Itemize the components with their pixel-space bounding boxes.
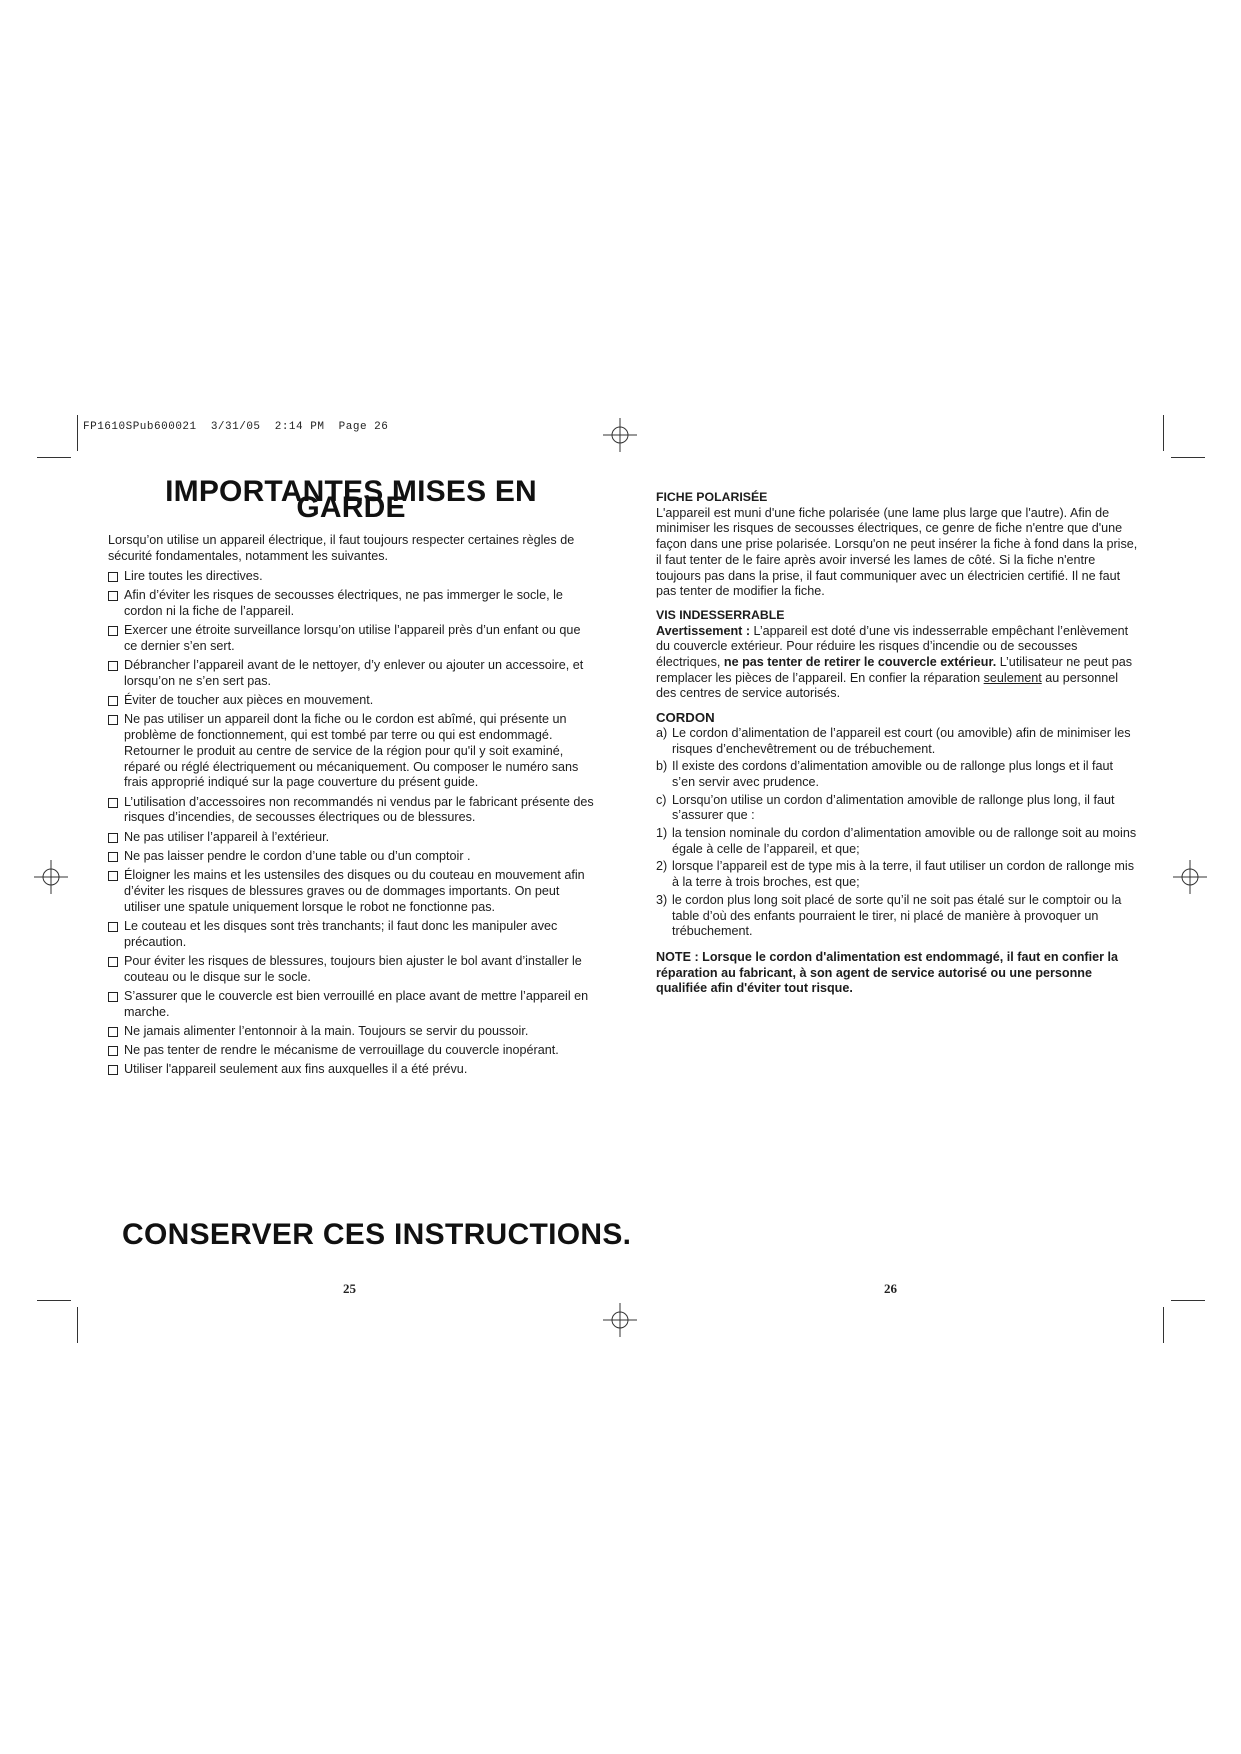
warning-label: Avertissement : bbox=[656, 623, 751, 638]
list-item: Éviter de toucher aux pièces en mouvement. bbox=[108, 693, 594, 709]
left-page bbox=[108, 475, 594, 1082]
printer-slug: FP1610SPub600021 3/31/05 2:14 PM Page 26 bbox=[83, 421, 389, 433]
list-item: 2) lorsque l’appareil est de type mis à la terre, il faut utiliser un cordon de rallonge mis à la terre à trois broches, est que; bbox=[656, 859, 1135, 890]
crop-mark bbox=[1163, 1307, 1164, 1343]
list-item: Ne pas laisser pendre le cordon d’une table ou d’un comptoir . bbox=[108, 849, 594, 865]
right-page bbox=[656, 490, 1138, 997]
checkbox-icon bbox=[108, 833, 118, 843]
section-heading-cordon: CORDON bbox=[656, 710, 715, 726]
section-heading-fiche: FICHE POLARISÉE bbox=[656, 490, 768, 504]
list-item: Ne pas tenter de rendre le mécanisme de verrouillage du couvercle inopérant. bbox=[108, 1043, 594, 1059]
checkbox-icon bbox=[108, 1027, 118, 1037]
registration-mark-icon bbox=[603, 418, 637, 452]
safety-list bbox=[108, 569, 594, 1078]
checkbox-icon bbox=[108, 591, 118, 601]
list-item: Afin d’éviter les risques de secousses électriques, ne pas immerger le socle, le cordon ni la fiche de l’appareil. bbox=[108, 588, 594, 619]
closing-heading: CONSERVER CES INSTRUCTIONS. bbox=[122, 1218, 632, 1251]
list-item: Exercer une étroite surveillance lorsqu’on utilise l’appareil près d’un enfant ou que ce dernier s’en sert. bbox=[108, 623, 594, 654]
list-item: Ne pas utiliser un appareil dont la fiche ou le cordon est abîmé, qui présente un problème de fonctionnement, qui est tombé par terre ou qui est endommagé. Retourner le produit au centre de service de la région pour qu'il y soit examiné, réparé ou réglé électriquement ou mécaniquement. Ou composer le numéro sans frais approprié indiqué sur la page couverture du présent guide. bbox=[108, 712, 594, 791]
checkbox-icon bbox=[108, 626, 118, 636]
checkbox-icon bbox=[108, 715, 118, 725]
list-item: L’utilisation d’accessoires non recommandés ni vendus par le fabricant présente des risques d’incendies, de secousses électriques ou de blessures. bbox=[108, 795, 594, 826]
fiche-paragraph: L'appareil est muni d'une fiche polarisée (une lame plus large que l'autre). Afin de minimiser les risques de secousses électriques, ce genre de fiche n'entre que d'une façon dans une prise polarisée. Lorsqu'on ne peut insérer la fiche à fond dans la prise, il faut tenter de le faire après avoir inversé les lames de côté. Si la fiche n'entre toujours pas dans la prise, il faut communiquer avec un électricien certifié. Il ne faut pas tenter de modifier la fiche. bbox=[656, 505, 1138, 599]
crop-mark bbox=[1171, 457, 1205, 458]
list-item: Débrancher l’appareil avant de le nettoyer, d’y enlever ou ajouter un accessoire, et lorsqu’on ne s’en sert pas. bbox=[108, 658, 594, 689]
intro-paragraph: Lorsqu’on utilise un appareil électrique, il faut toujours respecter certaines règles de sécurité fondamentales, notamment les suivantes. bbox=[108, 533, 575, 564]
checkbox-icon bbox=[108, 871, 118, 881]
registration-mark-icon bbox=[34, 860, 68, 894]
page-title: IMPORTANTES MISES EN GARDE bbox=[165, 475, 537, 524]
list-item: Utiliser l'appareil seulement aux fins auxquelles il a été prévu. bbox=[108, 1062, 594, 1078]
registration-mark-icon bbox=[1173, 860, 1207, 894]
page-number-right: 26 bbox=[884, 1281, 897, 1296]
warning-emphasis: ne pas tenter de retirer le couvercle extérieur. bbox=[723, 655, 997, 670]
crop-mark bbox=[37, 457, 71, 458]
crop-mark bbox=[77, 415, 78, 451]
list-item: Le couteau et les disques sont très tranchants; il faut donc les manipuler avec précaution. bbox=[108, 919, 594, 950]
checkbox-icon bbox=[108, 957, 118, 967]
list-item: b) Il existe des cordons d’alimentation amovible ou de rallonge plus longs et il faut s’en servir avec prudence. bbox=[656, 759, 1114, 789]
list-item: Éloigner les mains et les ustensiles des disques ou du couteau en mouvement afin d’éviter les risques de blessures graves ou de dommages importants. On peut utiliser une spatule uniquement lorsque le robot ne fonctionne pas. bbox=[108, 868, 594, 915]
checkbox-icon bbox=[108, 696, 118, 706]
note-paragraph: NOTE : Lorsque le cordon d'alimentation est endommagé, il faut en confier la réparation au fabricant, à son agent de service autorisé ou une personne qualifiée afin d'éviter tout risque. bbox=[656, 949, 1119, 996]
list-item: 3) le cordon plus long soit placé de sorte qu’il ne soit pas étalé sur le comptoir ou la table d’où des enfants pourraient le tirer, ni placé de manière à provoquer un trébuchement. bbox=[656, 892, 1122, 939]
underlined-word: seulement bbox=[983, 670, 1042, 685]
list-item: S’assurer que le couvercle est bien verrouillé en place avant de mettre l’appareil en marche. bbox=[108, 989, 594, 1020]
list-item: Ne pas utiliser l’appareil à l’extérieur. bbox=[108, 830, 594, 846]
vis-paragraph: Avertissement : L’appareil est doté d’une vis indesserrable empêchant l’enlèvement du couvercle extérieur. Pour réduire les risques d’incendie ou de secousses électriques, ne pas tenter de retirer le couvercle extérieur. L’utilisateur ne peut pas remplacer les pièces de l’appareil. En confier la réparation seulement au personnel des centres de service autorisés. bbox=[656, 623, 1133, 701]
crop-mark bbox=[37, 1300, 71, 1301]
crop-mark bbox=[1171, 1300, 1205, 1301]
checkbox-icon bbox=[108, 1065, 118, 1075]
list-item: Ne jamais alimenter l’entonnoir à la main. Toujours se servir du poussoir. bbox=[108, 1024, 594, 1040]
checkbox-icon bbox=[108, 922, 118, 932]
checkbox-icon bbox=[108, 572, 118, 582]
page-number-left: 25 bbox=[343, 1281, 356, 1296]
list-item: a) Le cordon d’alimentation de l’appareil est court (ou amovible) afin de minimiser les risques d’enchevêtrement ou de trébuchement. bbox=[656, 725, 1131, 756]
section-heading-vis: VIS INDESSERRABLE bbox=[656, 607, 785, 622]
checkbox-icon bbox=[108, 852, 118, 862]
checkbox-icon bbox=[108, 798, 118, 808]
crop-mark bbox=[1163, 415, 1164, 451]
registration-mark-icon bbox=[603, 1303, 637, 1337]
list-item: 1) la tension nominale du cordon d’alimentation amovible ou de rallonge soit au moins égale à celle de l’appareil, et que; bbox=[656, 826, 1137, 856]
list-item: c) Lorsqu’on utilise un cordon d’alimentation amovible de rallonge plus long, il faut s’assurer que : bbox=[656, 792, 1115, 823]
cordon-list bbox=[656, 726, 1138, 940]
crop-mark bbox=[77, 1307, 78, 1343]
checkbox-icon bbox=[108, 661, 118, 671]
checkbox-icon bbox=[108, 992, 118, 1002]
list-item: Lire toutes les directives. bbox=[108, 569, 594, 585]
list-item: Pour éviter les risques de blessures, toujours bien ajuster le bol avant d’installer le couteau ou le disque sur le socle. bbox=[108, 954, 594, 985]
checkbox-icon bbox=[108, 1046, 118, 1056]
